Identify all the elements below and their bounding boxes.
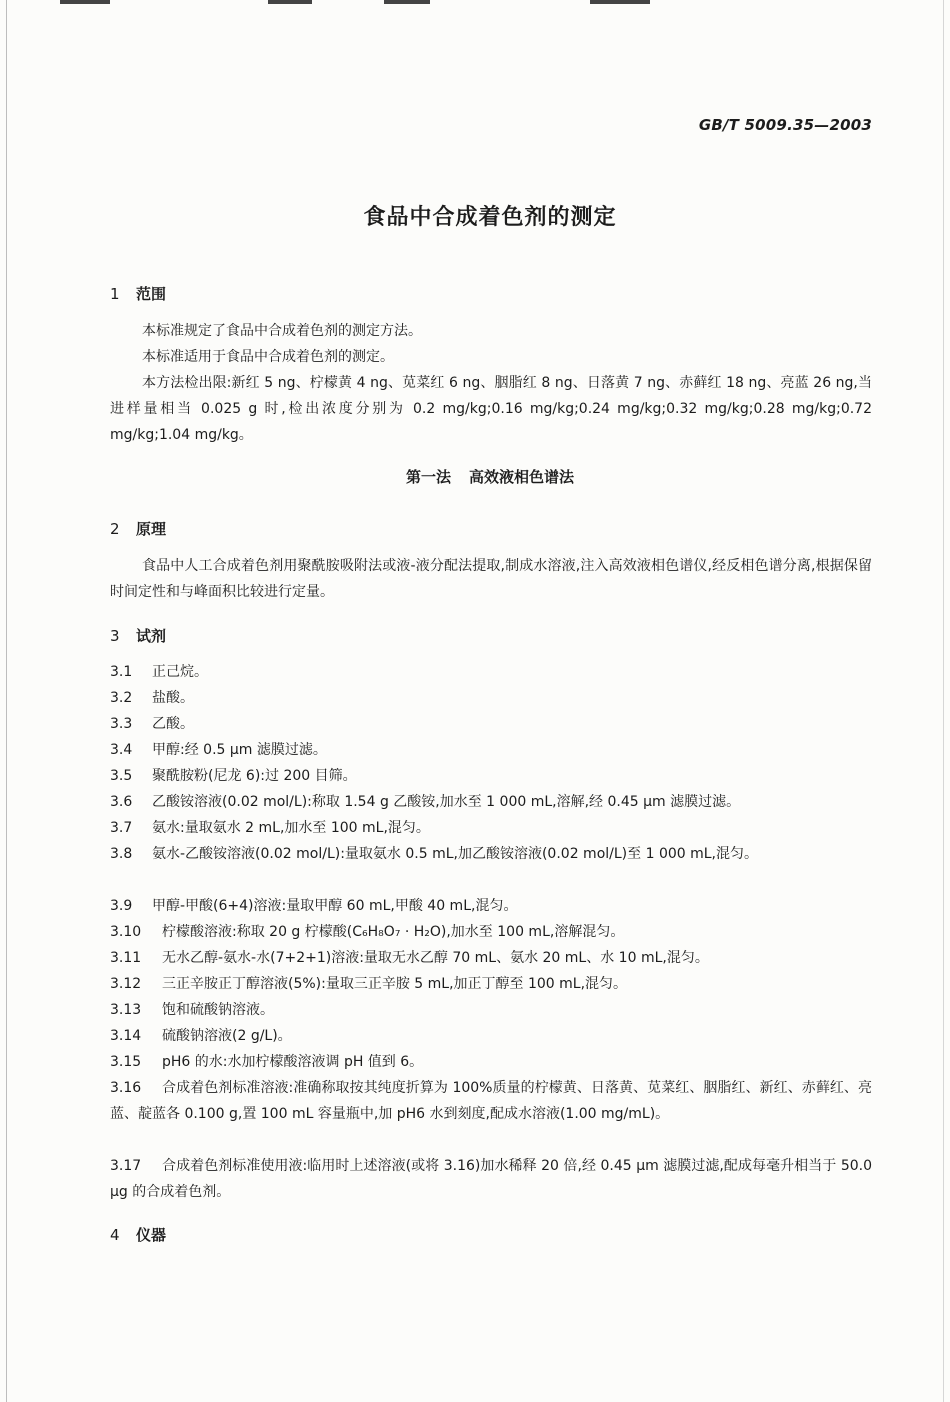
- paragraph: 本标准适用于食品中合成着色剂的测定。: [142, 349, 394, 365]
- item-text: 正己烷。: [152, 664, 208, 680]
- item-text: 硫酸钠溶液(2 g/L)。: [162, 1028, 292, 1044]
- section-1-heading: [110, 283, 166, 304]
- item-text: 柠檬酸溶液:称取 20 g 柠檬酸(C₆H₈O₇ · H₂O),加水至 100 mL,溶解混匀。: [162, 924, 625, 940]
- item-number: 3.3: [110, 716, 133, 732]
- paragraph: 本标准规定了食品中合成着色剂的测定方法。: [142, 323, 422, 339]
- scan-edge-mark: [384, 0, 430, 4]
- scan-edge-mark: [268, 0, 312, 4]
- method-heading: [0, 466, 950, 487]
- list-item: [110, 711, 872, 737]
- list-item: [110, 919, 872, 945]
- list-item: [110, 893, 872, 919]
- item-number: 3.1: [110, 664, 133, 680]
- item-text: pH6 的水:水加柠檬酸溶液调 pH 值到 6。: [162, 1054, 424, 1070]
- item-text: 合成着色剂标准使用液:临用时上述溶液(或将 3.16)加水稀释 20 倍,经 0.45 μm 滤膜过滤,配成每毫升相当于 50.0 μg 的合成着色剂。: [110, 1158, 872, 1200]
- paragraph: 食品中人工合成着色剂用聚酰胺吸附法或液-液分配法提取,制成水溶液,注入高效液相色谱仪,经反相色谱分离,根据保留时间定性和与峰面积比较进行定量。: [110, 558, 872, 600]
- item-text: 合成着色剂标准溶液:准确称取按其纯度折算为 100%质量的柠檬黄、日落黄、苋菜红、胭脂红、新红、赤藓红、亮蓝、靛蓝各 0.100 g,置 100 mL 容量瓶中,加 pH6 水到刻度,配成水溶液(1.00 mg/mL)。: [110, 1080, 872, 1122]
- list-item: [110, 1049, 872, 1075]
- item-number: 3.9: [110, 898, 133, 914]
- list-item: [110, 841, 872, 867]
- item-text: 乙酸。: [152, 716, 194, 732]
- item-number: 3.15: [110, 1054, 142, 1070]
- standard-number: GB/T 5009.35—2003: [698, 116, 872, 134]
- item-number: 3.16: [110, 1080, 142, 1096]
- scan-edge-mark: [590, 0, 650, 4]
- section-3-heading: [110, 625, 166, 646]
- section-4-heading: [110, 1224, 166, 1245]
- method-name: 高效液相色谱法: [469, 468, 575, 486]
- section-2-heading: [110, 518, 166, 539]
- item-number: 3.5: [110, 768, 133, 784]
- list-item: [110, 789, 872, 815]
- item-text: 甲醇-甲酸(6+4)溶液:量取甲醇 60 mL,甲酸 40 mL,混匀。: [152, 898, 518, 914]
- page-title: 食品中合成着色剂的测定: [363, 205, 617, 230]
- item-text: 甲醇:经 0.5 μm 滤膜过滤。: [152, 742, 327, 758]
- item-text: 氨水-乙酸铵溶液(0.02 mol/L):量取氨水 0.5 mL,加乙酸铵溶液(0.02 mol/L)至 1 000 mL,混匀。: [152, 846, 758, 862]
- section-title: 范围: [136, 285, 167, 303]
- section-title: 原理: [136, 520, 167, 538]
- item-number: 3.10: [110, 924, 142, 940]
- section-number: 4: [110, 1226, 120, 1244]
- item-number: 3.6: [110, 794, 133, 810]
- list-item: [110, 737, 872, 763]
- list-item: [110, 971, 872, 997]
- section-title: 仪器: [136, 1226, 167, 1244]
- section-number: 3: [110, 627, 120, 645]
- item-number: 3.14: [110, 1028, 142, 1044]
- item-number: 3.12: [110, 976, 142, 992]
- list-item: [110, 763, 872, 789]
- item-number: 3.13: [110, 1002, 142, 1018]
- list-item: [110, 815, 872, 841]
- item-number: 3.8: [110, 846, 133, 862]
- item-number: 3.7: [110, 820, 133, 836]
- list-item: [110, 1153, 872, 1205]
- list-item: [110, 659, 872, 685]
- item-number: 3.11: [110, 950, 142, 966]
- list-item: [110, 997, 872, 1023]
- paragraph: 本方法检出限:新红 5 ng、柠檬黄 4 ng、苋菜红 6 ng、胭脂红 8 ng、日落黄 7 ng、赤藓红 18 ng、亮蓝 26 ng,当进样量相当 0.025 g 时,检出浓度分别为 0.2 mg/kg;0.16 mg/kg;0.24 mg/kg;0.32 mg/kg;0.28 mg/kg;0.72 mg/kg;1.04 mg/kg。: [110, 375, 872, 443]
- list-item: [110, 685, 872, 711]
- item-text: 无水乙醇-氨水-水(7+2+1)溶液:量取无水乙醇 70 mL、氨水 20 mL、水 10 mL,混匀。: [162, 950, 709, 966]
- section-number: 1: [110, 285, 120, 303]
- section-number: 2: [110, 520, 120, 538]
- item-text: 饱和硫酸钠溶液。: [162, 1002, 274, 1018]
- item-text: 氨水:量取氨水 2 mL,加水至 100 mL,混匀。: [152, 820, 430, 836]
- list-item: [110, 1075, 872, 1127]
- method-label: 第一法: [405, 468, 451, 486]
- item-text: 聚酰胺粉(尼龙 6):过 200 目筛。: [152, 768, 357, 784]
- item-number: 3.2: [110, 690, 133, 706]
- list-item: [110, 1023, 872, 1049]
- item-text: 盐酸。: [152, 690, 194, 706]
- scan-edge-mark: [60, 0, 110, 4]
- item-number: 3.4: [110, 742, 133, 758]
- item-text: 乙酸铵溶液(0.02 mol/L):称取 1.54 g 乙酸铵,加水至 1 000 mL,溶解,经 0.45 μm 滤膜过滤。: [152, 794, 741, 810]
- item-number: 3.17: [110, 1158, 142, 1174]
- section-title: 试剂: [136, 627, 167, 645]
- list-item: [110, 945, 872, 971]
- item-text: 三正辛胺正丁醇溶液(5%):量取三正辛胺 5 mL,加正丁醇至 100 mL,混匀。: [162, 976, 628, 992]
